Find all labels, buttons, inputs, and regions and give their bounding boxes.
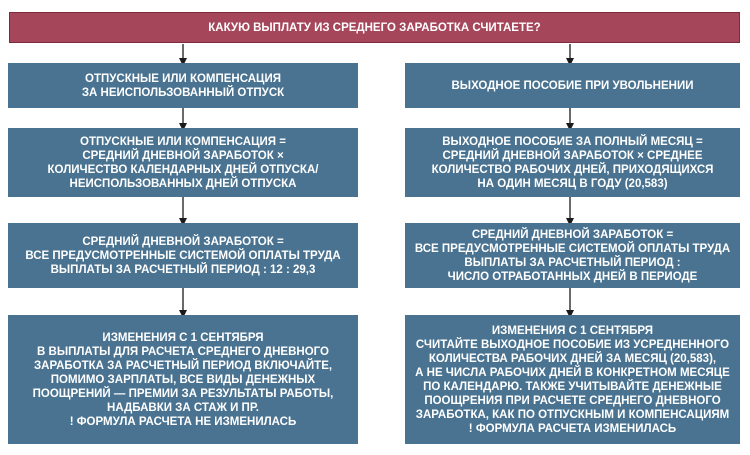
left-step-3-box <box>8 223 358 288</box>
text-line: ЗАРАБОТКА, КАК ПО ОТПУСКНЫМ И КОМПЕНСАЦИЯМ <box>415 408 730 421</box>
text-line: КАКУЮ ВЫПЛАТУ ИЗ СРЕДНЕГО ЗАРАБОТКА СЧИТАЕТЕ? <box>208 21 541 34</box>
text-line: ОТПУСКНЫЕ ИЛИ КОМПЕНСАЦИЯ = <box>80 135 286 148</box>
text-line: СЧИТАЙТЕ ВЫХОДНОЕ ПОСОБИЕ ИЗ УСРЕДНЕННОГО <box>415 338 730 351</box>
text-line: ВСЕ ПРЕДУСМОТРЕННЫЕ СИСТЕМОЙ ОПЛАТЫ ТРУДА <box>414 242 731 255</box>
text-line: НАДБАВКИ ЗА СТАЖ И ПР. <box>107 401 259 414</box>
right-step-3-box <box>405 223 740 288</box>
text-line: НА ОДИН МЕСЯЦ В ГОДУ (20,583) <box>477 177 668 190</box>
text-line: ОТПУСКНЫЕ ИЛИ КОМПЕНСАЦИЯ <box>85 72 281 85</box>
right-step-1-box <box>405 63 740 108</box>
text-line: СРЕДНИЙ ДНЕВНОЙ ЗАРАБОТОК = <box>471 228 674 241</box>
text-line: КОЛИЧЕСТВА РАБОЧИХ ДНЕЙ ЗА МЕСЯЦ (20,583), <box>428 352 717 365</box>
text-line: ПООЩРЕНИЙ — ПРЕМИИ ЗА РЕЗУЛЬТАТЫ РАБОТЫ, <box>32 387 334 400</box>
text-line: ВЫХОДНОЕ ПОСОБИЕ ЗА ПОЛНЫЙ МЕСЯЦ = <box>442 135 703 148</box>
left-step-1-box <box>8 63 358 108</box>
text-line: ЧИСЛО ОТРАБОТАННЫХ ДНЕЙ В ПЕРИОДЕ <box>447 270 698 283</box>
text-line: НЕИСПОЛЬЗОВАННЫХ ДНЕЙ ОТПУСКА <box>69 177 297 190</box>
text-line: КОЛИЧЕСТВО РАБОЧИХ ДНЕЙ, ПРИХОДЯЩИХСЯ <box>431 163 714 176</box>
left-step-4-box <box>8 315 358 444</box>
left-step-2-box <box>8 128 358 197</box>
text-line: ПООЩРЕНИЯ ПРИ РАСЧЕТЕ СРЕДНЕГО ДНЕВНОГО <box>424 394 721 407</box>
text-line: СРЕДНИЙ ДНЕВНОЙ ЗАРАБОТОК × СРЕДНЕЕ <box>442 149 703 162</box>
text-line: ПО КАЛЕНДАРЮ. ТАКЖЕ УЧИТЫВАЙТЕ ДЕНЕЖНЫЕ <box>423 380 722 393</box>
text-line: ВЫХОДНОЕ ПОСОБИЕ ПРИ УВОЛЬНЕНИИ <box>451 79 694 92</box>
text-line: ПОМИМО ЗАРПЛАТЫ, ВСЕ ВИДЫ ДЕНЕЖНЫХ <box>50 373 316 386</box>
text-line: ВЫПЛАТЫ ЗА РАСЧЕТНЫЙ ПЕРИОД : <box>464 256 681 269</box>
text-line: ! ФОРМУЛА РАСЧЕТА НЕ ИЗМЕНИЛАСЬ <box>69 415 297 428</box>
text-line: ВЫПЛАТЫ ЗА РАСЧЕТНЫЙ ПЕРИОД : 12 : 29,3 <box>50 263 316 276</box>
text-line: ЗАРАБОТКА ЗА РАСЧЕТНЫЙ ПЕРИОД ВКЛЮЧАЙТЕ, <box>33 359 333 372</box>
text-line: СРЕДНИЙ ДНЕВНОЙ ЗАРАБОТОК = <box>82 235 284 248</box>
text-line: ИЗМЕНЕНИЯ С 1 СЕНТЯБРЯ <box>102 331 264 344</box>
text-line: ! ФОРМУЛА РАСЧЕТА ИЗМЕНИЛАСЬ <box>468 422 677 435</box>
text-line: СРЕДНИЙ ДНЕВНОЙ ЗАРАБОТОК × <box>82 149 284 162</box>
text-line: А НЕ ЧИСЛА РАБОЧИХ ДНЕЙ В КОНКРЕТНОМ МЕСЯЦЕ <box>415 366 730 379</box>
right-step-2-box <box>405 128 740 197</box>
text-line: В ВЫПЛАТЫ ДЛЯ РАСЧЕТА СРЕДНЕГО ДНЕВНОГО <box>37 345 329 358</box>
text-line: КОЛИЧЕСТВО КАЛЕНДАРНЫХ ДНЕЙ ОТПУСКА/ <box>47 163 319 176</box>
text-line: ИЗМЕНЕНИЯ С 1 СЕНТЯБРЯ <box>491 324 654 337</box>
text-line: ВСЕ ПРЕДУСМОТРЕННЫЕ СИСТЕМОЙ ОПЛАТЫ ТРУДА <box>25 249 341 262</box>
header-question-box <box>9 12 740 43</box>
text-line: ЗА НЕИСПОЛЬЗОВАННЫЙ ОТПУСК <box>81 86 285 99</box>
right-step-4-box <box>405 315 740 444</box>
